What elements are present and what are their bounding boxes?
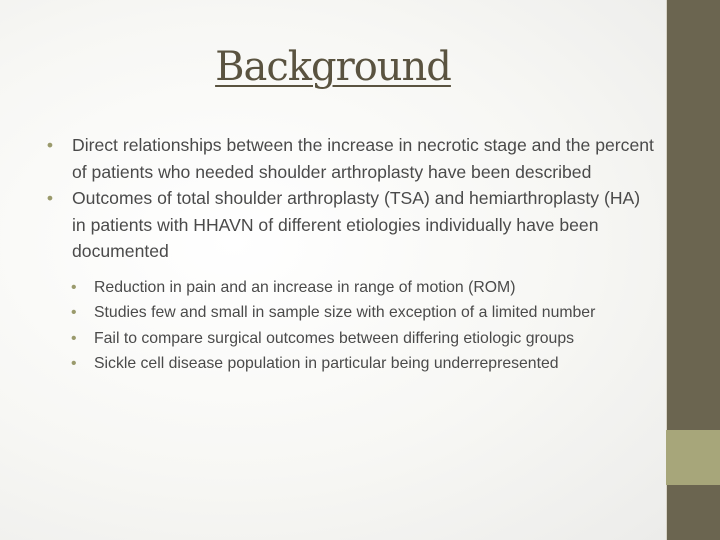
bullet-icon: • — [46, 135, 54, 155]
bullet-text: Direct relationships between the increase in necrotic stage and the percent of patients who needed shoulder arthroplasty have been described — [72, 135, 654, 182]
sub-bullet-icon: • — [71, 355, 77, 372]
sub-bullet-item — [28, 275, 658, 301]
sub-bullet-icon: • — [71, 278, 77, 296]
slide-title — [0, 44, 666, 90]
sub-bullet-item — [28, 326, 658, 352]
sub-bullet-text: Reduction in pain and an increase in range of motion (ROM) — [94, 278, 516, 296]
bullet-item — [28, 185, 658, 265]
sub-bullet-item — [28, 300, 658, 326]
slide-title-text: Background — [215, 44, 451, 90]
sub-bullet-icon: • — [71, 329, 77, 347]
bullet-icon: • — [46, 188, 54, 208]
sidebar-accent-block — [666, 430, 720, 485]
bullet-text: Outcomes of total shoulder arthroplasty (TSA) and hemiarthroplasty (HA) in patients with HHAVN of different etiologies individually have been documented — [72, 188, 641, 261]
sub-bullet-item — [28, 351, 658, 377]
sub-bullet-text: Sickle cell disease population in particular being underrepresented — [94, 355, 559, 372]
bullet-item — [28, 132, 658, 185]
sub-bullet-icon: • — [71, 304, 77, 321]
sub-bullet-text: Fail to compare surgical outcomes between differing etiologic groups — [94, 329, 575, 347]
sub-bullet-text: Studies few and small in sample size with exception of a limited number — [94, 304, 596, 321]
bullet-list — [28, 132, 658, 377]
